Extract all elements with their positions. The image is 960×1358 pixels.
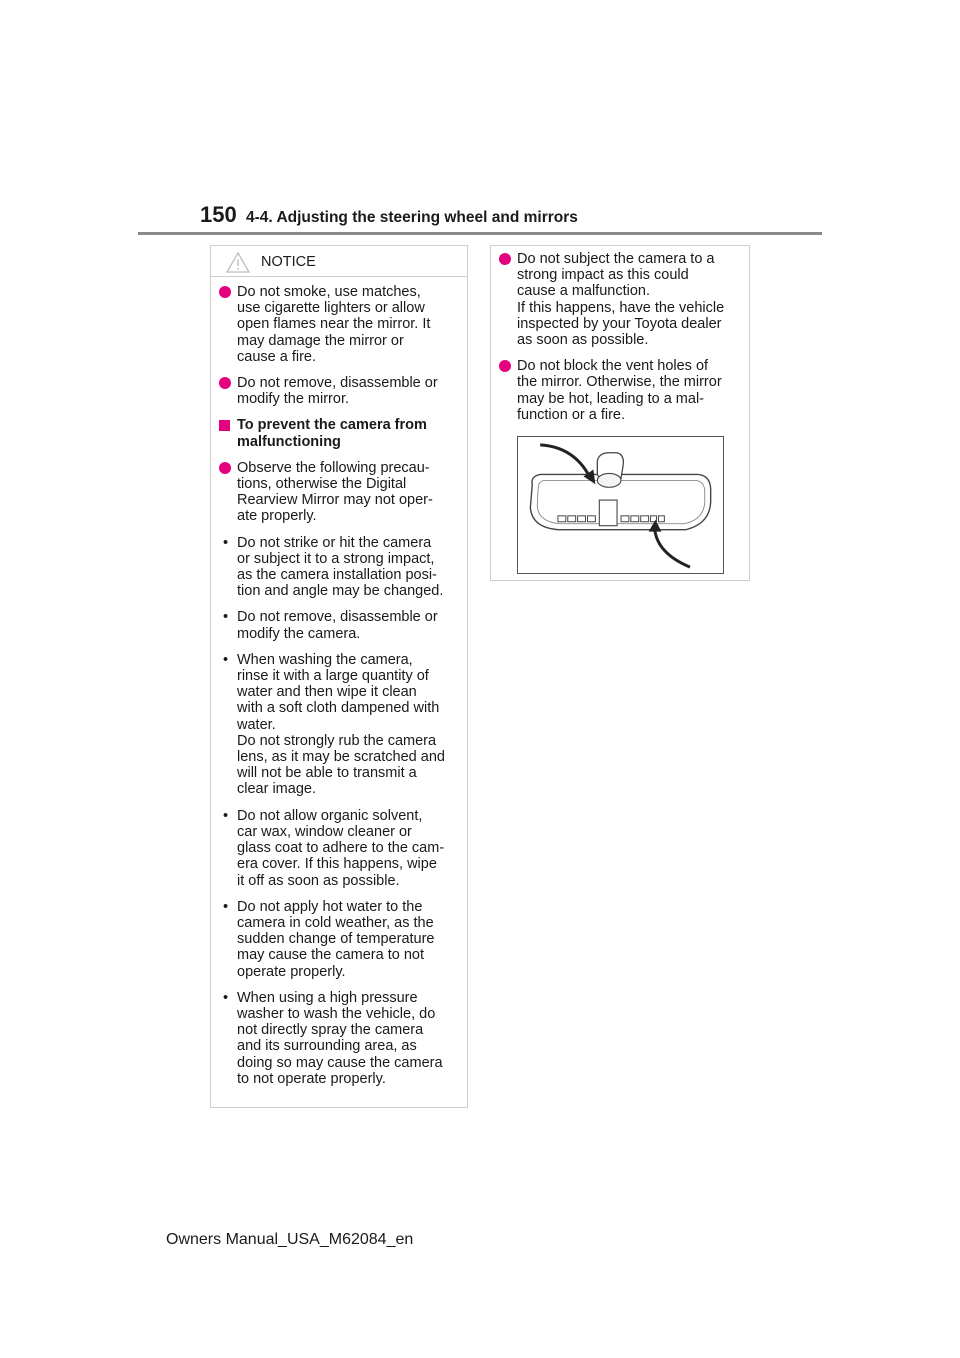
warning-triangle-icon	[226, 252, 250, 273]
notice-bullet-vent-holes: Do not block the vent holes of the mirror. Otherwise, the mirror may be hot, leading to a mal- function or a fire.	[499, 358, 742, 423]
page-number: 150	[200, 202, 237, 227]
notice-header	[211, 246, 467, 277]
list-item: • Do not strike or hit the camera or subject it to a strong impact, as the camera installation posi- tion and angle may be changed.	[223, 534, 444, 600]
notice-continued-content	[491, 251, 749, 423]
section-title: 4-4. Adjusting the steering wheel and mirrors	[246, 209, 578, 226]
camera-housing	[599, 500, 617, 526]
bullet-dot-icon	[219, 286, 231, 298]
notice-content	[211, 284, 467, 1087]
list-item: • Do not remove, disassemble or modify the camera.	[223, 609, 438, 642]
mirror-vent-illustration	[517, 436, 724, 574]
list-item: • When washing the camera, rinse it with a large quantity of water and then wipe it clean with a soft cloth dampened with water. Do not strongly rub the camera lens, as it may be scratched and will not be able to transmit a clear image.	[223, 651, 445, 798]
arrow-icon	[655, 528, 690, 567]
list-item: • Do not allow organic solvent, car wax, window cleaner or glass coat to adhere to the cam- era cover. If this happens, wipe it off as soon as possible.	[223, 807, 445, 889]
subheading-camera-malfunction: To prevent the camera from malfunctioning	[219, 417, 460, 449]
bullet-dot-icon	[219, 377, 231, 389]
notice-bullet-do-not-remove-mirror: Do not remove, disassemble or modify the mirror.	[219, 375, 460, 407]
footer-text: Owners Manual_USA_M62084_en	[166, 1231, 414, 1248]
bullet-dot-icon	[499, 253, 511, 265]
notice-bullet-no-smoking: Do not smoke, use matches, use cigarette lighters or allow open flames near the mirror. It may damage the mirror or cause a fire.	[219, 284, 460, 365]
notice-continued-box	[490, 245, 750, 581]
list-item: • Do not apply hot water to the camera in cold weather, as the sudden change of temperature may cause the camera to not operate properly.	[223, 898, 435, 980]
arrow-icon	[540, 445, 589, 477]
notice-label: NOTICE	[261, 254, 316, 270]
header-rule	[138, 232, 822, 235]
notice-box	[210, 245, 468, 1108]
bullet-dot-icon	[219, 462, 231, 474]
square-bullet-icon	[219, 420, 230, 431]
notice-bullet-precautions: Observe the following precau- tions, otherwise the Digital Rearview Mirror may not oper- ate properly.	[219, 460, 460, 525]
notice-bullet-strong-impact: Do not subject the camera to a strong impact as this could cause a malfunction. If this happens, have the vehicle inspected by your Toyota dealer as soon as possible.	[499, 251, 742, 348]
list-item: • When using a high pressure washer to wash the vehicle, do not directly spray the camera and its surrounding area, as doing so may cause the camera to not operate properly.	[223, 989, 443, 1087]
camera-lens-icon	[597, 473, 621, 487]
bullet-dot-icon	[499, 360, 511, 372]
